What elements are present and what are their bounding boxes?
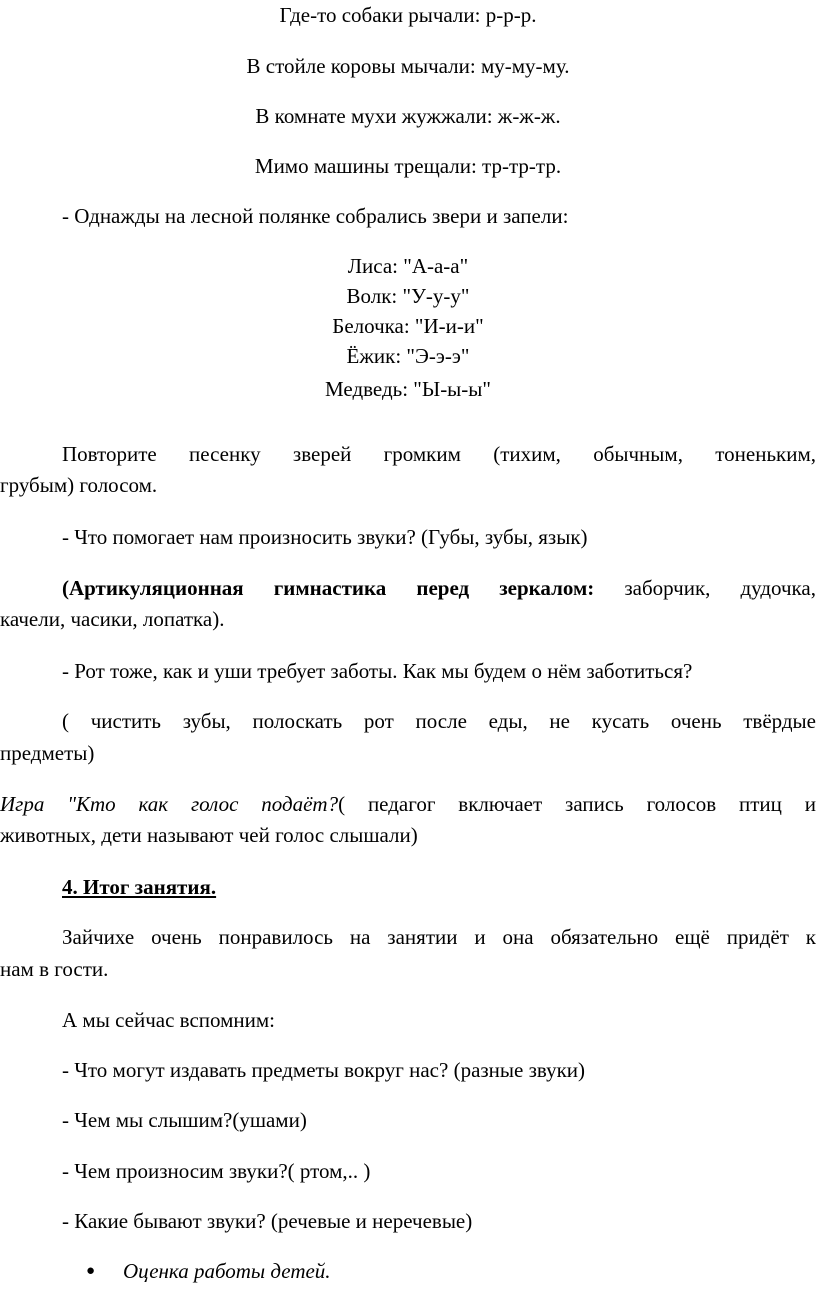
- gymnastics-rest-text: заборчик, дудочка,: [594, 576, 816, 600]
- recall-question-4: - Какие бывают звуки? (речевые и неречевые): [62, 1209, 473, 1233]
- sounds-question: - Что помогает нам произносить звуки? (Губы, зубы, язык): [62, 525, 588, 549]
- game-title: Игра "Кто как голос подаёт?: [0, 792, 339, 816]
- mouth-question: - Рот тоже, как и уши требует заботы. Как мы будем о нём заботиться?: [62, 659, 693, 683]
- bunny-line-1: Зайчихе очень понравилось на занятии и она обязательно ещё придёт к: [62, 925, 816, 949]
- repeat-paragraph-line-2: грубым) голосом.: [0, 473, 158, 497]
- bullet-item-text: Оценка работы детей.: [123, 1259, 331, 1283]
- animal-line-1: Лиса: "А-а-а": [347, 254, 469, 278]
- poem-line-4: Мимо машины трещали: тр-тр-тр.: [254, 154, 562, 178]
- recall-question-2: - Чем мы слышим?(ушами): [62, 1108, 307, 1132]
- poem-line-3: В комнате мухи жужжали: ж-ж-ж.: [255, 104, 561, 128]
- game-description: ( педагог включает запись голосов птиц и: [338, 792, 816, 816]
- animal-line-5: Медведь: "Ы-ы-ы": [325, 377, 491, 401]
- game-line-2: животных, дети называют чей голос слышали): [0, 823, 418, 847]
- gymnastics-line-2: качели, часики, лопатка).: [0, 607, 225, 631]
- recall-question-3: - Чем произносим звуки?( ртом,.. ): [62, 1159, 371, 1183]
- recall-question-1: - Что могут издавать предметы вокруг нас? (разные звуки): [62, 1058, 586, 1082]
- animal-line-2: Волк: "У-у-у": [346, 284, 470, 308]
- game-line-1: [0, 789, 816, 819]
- mouth-answer-line-1: ( чистить зубы, полоскать рот после еды, не кусать очень твёрдые: [62, 709, 816, 733]
- gymnastics-line-1: [0, 573, 816, 603]
- recall-line: А мы сейчас вспомним:: [62, 1008, 275, 1032]
- animal-line-3: Белочка: "И-и-и": [332, 314, 484, 338]
- poem-line-2: В стойле коровы мычали: му-му-му.: [246, 54, 570, 78]
- intro-line: - Однажды на лесной полянке собрались звери и запели:: [62, 204, 569, 228]
- animal-line-4: Ёжик: "Э-э-э": [346, 344, 470, 368]
- poem-line-1: Где-то собаки рычали: р-р-р.: [279, 3, 537, 27]
- bunny-line-2: нам в гости.: [0, 957, 109, 981]
- gymnastics-bold-text: (Артикуляционная гимнастика перед зеркалом:: [62, 576, 595, 600]
- mouth-answer-line-2: предметы): [0, 741, 95, 765]
- bullet-dot-icon: ●: [86, 1263, 96, 1279]
- section-title: 4. Итог занятия.: [62, 875, 217, 899]
- repeat-paragraph-line-1: Повторите песенку зверей громким (тихим, обычным, тоненьким,: [62, 442, 816, 466]
